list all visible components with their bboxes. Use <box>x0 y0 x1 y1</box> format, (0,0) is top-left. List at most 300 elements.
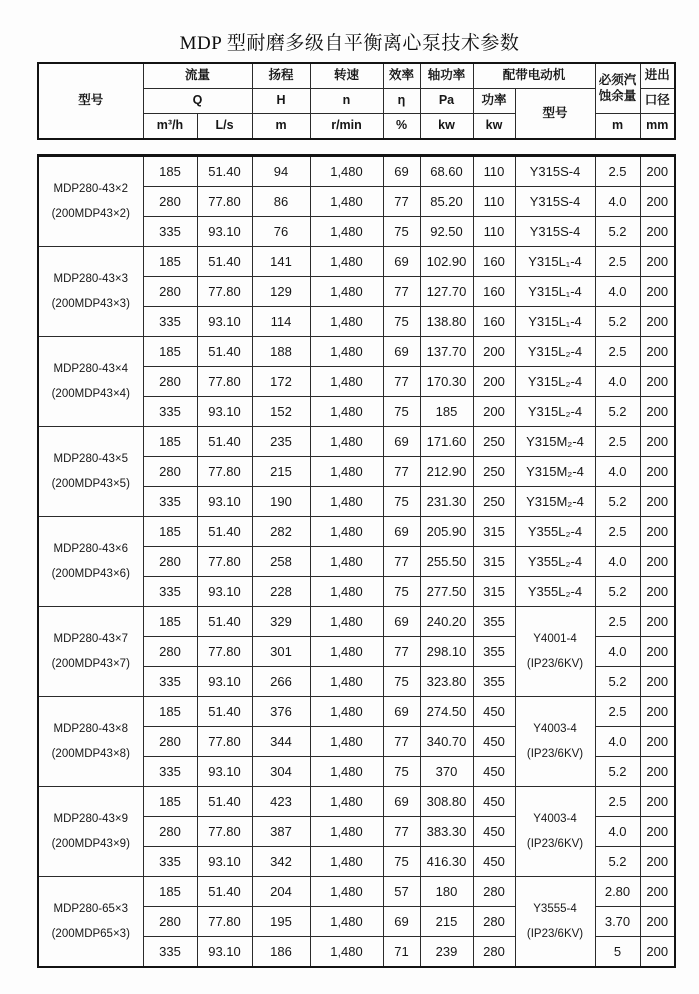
table-row <box>38 877 675 907</box>
speed-cell: 1,480 <box>310 787 383 817</box>
motor-power-cell: 160 <box>473 247 515 277</box>
npsh-cell: 2.5 <box>595 337 640 367</box>
motor-power-cell: 160 <box>473 277 515 307</box>
efficiency-cell: 75 <box>383 397 420 427</box>
diameter-cell: 200 <box>640 307 675 337</box>
head-cell: 186 <box>252 937 310 968</box>
header-npsh-line2: 蚀余量 <box>598 88 637 103</box>
head-cell: 235 <box>252 427 310 457</box>
npsh-cell: 5 <box>595 937 640 968</box>
table-row <box>38 337 675 367</box>
flow-m3h-cell: 335 <box>143 667 197 697</box>
flow-ls-cell: 51.40 <box>197 607 252 637</box>
flow-ls-cell: 93.10 <box>197 397 252 427</box>
head-cell: 387 <box>252 817 310 847</box>
motor-power-cell: 355 <box>473 607 515 637</box>
pump-model-cell: MDP280-43×8 (200MDP43×8) <box>38 697 143 787</box>
shaft-power-cell: 240.20 <box>420 607 473 637</box>
diameter-cell: 200 <box>640 757 675 787</box>
diameter-cell: 200 <box>640 367 675 397</box>
motor-power-cell: 250 <box>473 427 515 457</box>
head-cell: 258 <box>252 547 310 577</box>
shaft-power-cell: 308.80 <box>420 787 473 817</box>
header-shaft-power-symbol: Pa <box>420 89 473 114</box>
speed-cell: 1,480 <box>310 156 383 187</box>
motor-power-cell: 450 <box>473 697 515 727</box>
flow-ls-cell: 93.10 <box>197 847 252 877</box>
diameter-cell: 200 <box>640 727 675 757</box>
head-cell: 94 <box>252 156 310 187</box>
motor-power-cell: 450 <box>473 727 515 757</box>
motor-model-cell: Y4001-4 (IP23/6KV) <box>515 607 595 697</box>
head-cell: 172 <box>252 367 310 397</box>
efficiency-cell: 75 <box>383 667 420 697</box>
header-head: 扬程 <box>252 63 310 89</box>
speed-cell: 1,480 <box>310 577 383 607</box>
motor-power-cell: 450 <box>473 757 515 787</box>
speed-cell: 1,480 <box>310 727 383 757</box>
flow-m3h-cell: 185 <box>143 697 197 727</box>
motor-model-cell: Y315L₁-4 <box>515 307 595 337</box>
motor-power-cell: 110 <box>473 217 515 247</box>
header-speed-unit: r/min <box>310 114 383 140</box>
diameter-cell: 200 <box>640 337 675 367</box>
table-row <box>38 787 675 817</box>
head-cell: 114 <box>252 307 310 337</box>
flow-m3h-cell: 280 <box>143 457 197 487</box>
pump-model-cell: MDP280-43×5 (200MDP43×5) <box>38 427 143 517</box>
header-motor-power: 功率 <box>473 89 515 114</box>
pump-model-cell: MDP280-43×2 (200MDP43×2) <box>38 156 143 247</box>
motor-power-cell: 315 <box>473 547 515 577</box>
flow-m3h-cell: 335 <box>143 307 197 337</box>
npsh-cell: 2.80 <box>595 877 640 907</box>
shaft-power-cell: 239 <box>420 937 473 968</box>
diameter-cell: 200 <box>640 517 675 547</box>
header-flow-symbol: Q <box>143 89 252 114</box>
diameter-cell: 200 <box>640 607 675 637</box>
page-title: MDP 型耐磨多级自平衡离心泵技术参数 <box>179 33 520 54</box>
header-flow-unit-m3h: m³/h <box>143 114 197 140</box>
head-cell: 86 <box>252 187 310 217</box>
head-cell: 342 <box>252 847 310 877</box>
flow-m3h-cell: 335 <box>143 577 197 607</box>
flow-ls-cell: 77.80 <box>197 277 252 307</box>
diameter-cell: 200 <box>640 217 675 247</box>
npsh-cell: 5.2 <box>595 667 640 697</box>
speed-cell: 1,480 <box>310 337 383 367</box>
flow-m3h-cell: 185 <box>143 427 197 457</box>
header-speed: 转速 <box>310 63 383 89</box>
flow-ls-cell: 51.40 <box>197 337 252 367</box>
table-row <box>38 607 675 637</box>
motor-model-cell: Y315M₂-4 <box>515 427 595 457</box>
efficiency-cell: 77 <box>383 817 420 847</box>
shaft-power-cell: 137.70 <box>420 337 473 367</box>
table-row <box>38 156 675 187</box>
motor-power-cell: 110 <box>473 187 515 217</box>
head-cell: 190 <box>252 487 310 517</box>
motor-model-cell: Y315L₁-4 <box>515 277 595 307</box>
shaft-power-cell: 277.50 <box>420 577 473 607</box>
motor-model-cell: Y4003-4 (IP23/6KV) <box>515 787 595 877</box>
speed-cell: 1,480 <box>310 607 383 637</box>
npsh-cell: 2.5 <box>595 697 640 727</box>
shaft-power-cell: 180 <box>420 877 473 907</box>
npsh-cell: 3.70 <box>595 907 640 937</box>
motor-power-cell: 250 <box>473 457 515 487</box>
flow-m3h-cell: 335 <box>143 217 197 247</box>
diameter-cell: 200 <box>640 577 675 607</box>
shaft-power-cell: 274.50 <box>420 697 473 727</box>
head-cell: 282 <box>252 517 310 547</box>
shaft-power-cell: 170.30 <box>420 367 473 397</box>
head-cell: 188 <box>252 337 310 367</box>
npsh-cell: 5.2 <box>595 397 640 427</box>
pump-model-cell: MDP280-43×9 (200MDP43×9) <box>38 787 143 877</box>
flow-m3h-cell: 280 <box>143 187 197 217</box>
efficiency-cell: 75 <box>383 847 420 877</box>
efficiency-cell: 75 <box>383 217 420 247</box>
efficiency-cell: 75 <box>383 757 420 787</box>
header-efficiency: 效率 <box>383 63 420 89</box>
motor-power-cell: 355 <box>473 667 515 697</box>
flow-ls-cell: 77.80 <box>197 187 252 217</box>
speed-cell: 1,480 <box>310 397 383 427</box>
flow-m3h-cell: 185 <box>143 337 197 367</box>
flow-m3h-cell: 280 <box>143 637 197 667</box>
head-cell: 423 <box>252 787 310 817</box>
motor-power-cell: 280 <box>473 937 515 968</box>
npsh-cell: 4.0 <box>595 367 640 397</box>
header-diameter-line2: 口径 <box>640 89 675 114</box>
shaft-power-cell: 68.60 <box>420 156 473 187</box>
npsh-cell: 2.5 <box>595 247 640 277</box>
speed-cell: 1,480 <box>310 637 383 667</box>
shaft-power-cell: 85.20 <box>420 187 473 217</box>
head-cell: 215 <box>252 457 310 487</box>
flow-ls-cell: 51.40 <box>197 156 252 187</box>
diameter-cell: 200 <box>640 637 675 667</box>
flow-ls-cell: 51.40 <box>197 427 252 457</box>
pump-model-cell: MDP280-65×3 (200MDP65×3) <box>38 877 143 968</box>
npsh-cell: 5.2 <box>595 577 640 607</box>
motor-power-cell: 200 <box>473 337 515 367</box>
npsh-cell: 2.5 <box>595 517 640 547</box>
diameter-cell: 200 <box>640 877 675 907</box>
header-efficiency-symbol: η <box>383 89 420 114</box>
motor-power-cell: 280 <box>473 907 515 937</box>
speed-cell: 1,480 <box>310 877 383 907</box>
flow-m3h-cell: 335 <box>143 487 197 517</box>
flow-ls-cell: 77.80 <box>197 547 252 577</box>
diameter-cell: 200 <box>640 697 675 727</box>
efficiency-cell: 69 <box>383 607 420 637</box>
efficiency-cell: 71 <box>383 937 420 968</box>
diameter-cell: 200 <box>640 937 675 968</box>
flow-m3h-cell: 185 <box>143 156 197 187</box>
speed-cell: 1,480 <box>310 307 383 337</box>
flow-m3h-cell: 335 <box>143 937 197 968</box>
efficiency-cell: 77 <box>383 457 420 487</box>
shaft-power-cell: 102.90 <box>420 247 473 277</box>
head-cell: 329 <box>252 607 310 637</box>
motor-model-cell: Y355L₂-4 <box>515 577 595 607</box>
motor-model-cell: Y315L₂-4 <box>515 337 595 367</box>
flow-m3h-cell: 185 <box>143 517 197 547</box>
shaft-power-cell: 215 <box>420 907 473 937</box>
efficiency-cell: 69 <box>383 156 420 187</box>
shaft-power-cell: 370 <box>420 757 473 787</box>
npsh-cell: 4.0 <box>595 637 640 667</box>
shaft-power-cell: 185 <box>420 397 473 427</box>
head-cell: 301 <box>252 637 310 667</box>
speed-cell: 1,480 <box>310 907 383 937</box>
diameter-cell: 200 <box>640 487 675 517</box>
efficiency-cell: 77 <box>383 547 420 577</box>
flow-ls-cell: 51.40 <box>197 517 252 547</box>
npsh-cell: 4.0 <box>595 817 640 847</box>
head-cell: 304 <box>252 757 310 787</box>
flow-m3h-cell: 280 <box>143 907 197 937</box>
head-cell: 129 <box>252 277 310 307</box>
motor-power-cell: 160 <box>473 307 515 337</box>
head-cell: 376 <box>252 697 310 727</box>
motor-model-cell: Y355L₂-4 <box>515 547 595 577</box>
header-shaft-power-unit: kw <box>420 114 473 140</box>
speed-cell: 1,480 <box>310 697 383 727</box>
motor-model-cell: Y315M₂-4 <box>515 487 595 517</box>
head-cell: 344 <box>252 727 310 757</box>
header-flow: 流量 <box>143 63 252 89</box>
motor-model-cell: Y315M₂-4 <box>515 457 595 487</box>
shaft-power-cell: 340.70 <box>420 727 473 757</box>
diameter-cell: 200 <box>640 817 675 847</box>
diameter-cell: 200 <box>640 277 675 307</box>
header-row-1 <box>38 63 675 89</box>
table-row <box>38 697 675 727</box>
speed-cell: 1,480 <box>310 427 383 457</box>
speed-cell: 1,480 <box>310 217 383 247</box>
header-head-unit: m <box>252 114 310 140</box>
flow-ls-cell: 77.80 <box>197 457 252 487</box>
flow-m3h-cell: 280 <box>143 367 197 397</box>
shaft-power-cell: 231.30 <box>420 487 473 517</box>
flow-ls-cell: 77.80 <box>197 727 252 757</box>
flow-ls-cell: 77.80 <box>197 907 252 937</box>
shaft-power-cell: 138.80 <box>420 307 473 337</box>
flow-ls-cell: 93.10 <box>197 667 252 697</box>
diameter-cell: 200 <box>640 457 675 487</box>
diameter-cell: 200 <box>640 907 675 937</box>
header-shaft-power: 轴功率 <box>420 63 473 89</box>
flow-ls-cell: 93.10 <box>197 757 252 787</box>
speed-cell: 1,480 <box>310 457 383 487</box>
diameter-cell: 200 <box>640 847 675 877</box>
body-rows <box>38 156 675 968</box>
motor-model-cell: Y315S-4 <box>515 217 595 247</box>
diameter-cell: 200 <box>640 156 675 187</box>
efficiency-cell: 69 <box>383 337 420 367</box>
efficiency-cell: 69 <box>383 247 420 277</box>
npsh-cell: 5.2 <box>595 487 640 517</box>
flow-m3h-cell: 335 <box>143 757 197 787</box>
pump-model-cell: MDP280-43×3 (200MDP43×3) <box>38 247 143 337</box>
flow-m3h-cell: 280 <box>143 817 197 847</box>
speed-cell: 1,480 <box>310 817 383 847</box>
efficiency-cell: 77 <box>383 637 420 667</box>
head-cell: 204 <box>252 877 310 907</box>
shaft-power-cell: 416.30 <box>420 847 473 877</box>
diameter-cell: 200 <box>640 667 675 697</box>
motor-model-cell: Y4003-4 (IP23/6KV) <box>515 697 595 787</box>
flow-ls-cell: 93.10 <box>197 577 252 607</box>
motor-power-cell: 315 <box>473 517 515 547</box>
flow-ls-cell: 51.40 <box>197 247 252 277</box>
flow-ls-cell: 51.40 <box>197 877 252 907</box>
efficiency-cell: 57 <box>383 877 420 907</box>
header-npsh <box>595 63 640 114</box>
motor-power-cell: 450 <box>473 817 515 847</box>
efficiency-cell: 69 <box>383 517 420 547</box>
header-npsh-line1: 必须汽 <box>598 72 637 87</box>
flow-m3h-cell: 185 <box>143 877 197 907</box>
speed-cell: 1,480 <box>310 847 383 877</box>
pump-model-cell: MDP280-43×6 (200MDP43×6) <box>38 517 143 607</box>
header-npsh-unit: m <box>595 114 640 140</box>
flow-ls-cell: 51.40 <box>197 787 252 817</box>
efficiency-cell: 77 <box>383 277 420 307</box>
body-table <box>37 154 676 968</box>
diameter-cell: 200 <box>640 247 675 277</box>
head-cell: 195 <box>252 907 310 937</box>
flow-ls-cell: 93.10 <box>197 487 252 517</box>
header-table <box>37 62 676 140</box>
table-row <box>38 517 675 547</box>
npsh-cell: 5.2 <box>595 757 640 787</box>
head-cell: 228 <box>252 577 310 607</box>
efficiency-cell: 69 <box>383 787 420 817</box>
table-row <box>38 427 675 457</box>
header-motor: 配带电动机 <box>473 63 595 89</box>
motor-model-cell: Y315L₂-4 <box>515 397 595 427</box>
shaft-power-cell: 212.90 <box>420 457 473 487</box>
header-pump-model: 型号 <box>38 63 143 139</box>
npsh-cell: 2.5 <box>595 156 640 187</box>
flow-m3h-cell: 335 <box>143 397 197 427</box>
flow-m3h-cell: 280 <box>143 277 197 307</box>
head-cell: 141 <box>252 247 310 277</box>
header-diameter-unit: mm <box>640 114 675 140</box>
motor-power-cell: 200 <box>473 367 515 397</box>
speed-cell: 1,480 <box>310 757 383 787</box>
motor-power-cell: 315 <box>473 577 515 607</box>
npsh-cell: 5.2 <box>595 847 640 877</box>
flow-ls-cell: 93.10 <box>197 937 252 968</box>
speed-cell: 1,480 <box>310 277 383 307</box>
motor-power-cell: 280 <box>473 877 515 907</box>
flow-m3h-cell: 185 <box>143 607 197 637</box>
motor-power-cell: 250 <box>473 487 515 517</box>
motor-model-cell: Y3555-4 (IP23/6KV) <box>515 877 595 968</box>
speed-cell: 1,480 <box>310 187 383 217</box>
diameter-cell: 200 <box>640 427 675 457</box>
efficiency-cell: 69 <box>383 697 420 727</box>
flow-ls-cell: 77.80 <box>197 637 252 667</box>
shaft-power-cell: 171.60 <box>420 427 473 457</box>
npsh-cell: 4.0 <box>595 547 640 577</box>
speed-cell: 1,480 <box>310 247 383 277</box>
motor-model-cell: Y315S-4 <box>515 156 595 187</box>
motor-model-cell: Y315S-4 <box>515 187 595 217</box>
flow-ls-cell: 77.80 <box>197 367 252 397</box>
diameter-cell: 200 <box>640 787 675 817</box>
motor-power-cell: 200 <box>473 397 515 427</box>
header-speed-symbol: n <box>310 89 383 114</box>
motor-model-cell: Y355L₂-4 <box>515 517 595 547</box>
efficiency-cell: 75 <box>383 577 420 607</box>
motor-model-cell: Y315L₂-4 <box>515 367 595 397</box>
flow-ls-cell: 93.10 <box>197 217 252 247</box>
shaft-power-cell: 255.50 <box>420 547 473 577</box>
npsh-cell: 4.0 <box>595 277 640 307</box>
npsh-cell: 2.5 <box>595 427 640 457</box>
shaft-power-cell: 298.10 <box>420 637 473 667</box>
shaft-power-cell: 127.70 <box>420 277 473 307</box>
npsh-cell: 4.0 <box>595 457 640 487</box>
motor-power-cell: 355 <box>473 637 515 667</box>
efficiency-cell: 77 <box>383 367 420 397</box>
header-flow-unit-ls: L/s <box>197 114 252 140</box>
npsh-cell: 2.5 <box>595 787 640 817</box>
efficiency-cell: 69 <box>383 427 420 457</box>
npsh-cell: 4.0 <box>595 727 640 757</box>
flow-ls-cell: 77.80 <box>197 817 252 847</box>
flow-m3h-cell: 185 <box>143 247 197 277</box>
shaft-power-cell: 205.90 <box>420 517 473 547</box>
npsh-cell: 5.2 <box>595 217 640 247</box>
efficiency-cell: 75 <box>383 487 420 517</box>
speed-cell: 1,480 <box>310 367 383 397</box>
speed-cell: 1,480 <box>310 937 383 968</box>
header-motor-model: 型号 <box>515 89 595 140</box>
npsh-cell: 5.2 <box>595 307 640 337</box>
flow-m3h-cell: 335 <box>143 847 197 877</box>
motor-power-cell: 110 <box>473 156 515 187</box>
flow-ls-cell: 51.40 <box>197 697 252 727</box>
header-head-symbol: H <box>252 89 310 114</box>
efficiency-cell: 75 <box>383 307 420 337</box>
pump-model-cell: MDP280-43×7 (200MDP43×7) <box>38 607 143 697</box>
motor-power-cell: 450 <box>473 847 515 877</box>
npsh-cell: 4.0 <box>595 187 640 217</box>
npsh-cell: 2.5 <box>595 607 640 637</box>
diameter-cell: 200 <box>640 397 675 427</box>
head-cell: 76 <box>252 217 310 247</box>
shaft-power-cell: 383.30 <box>420 817 473 847</box>
header-motor-power-unit: kw <box>473 114 515 140</box>
header-efficiency-unit: % <box>383 114 420 140</box>
head-cell: 266 <box>252 667 310 697</box>
flow-ls-cell: 93.10 <box>197 307 252 337</box>
flow-m3h-cell: 280 <box>143 727 197 757</box>
shaft-power-cell: 92.50 <box>420 217 473 247</box>
head-cell: 152 <box>252 397 310 427</box>
flow-m3h-cell: 185 <box>143 787 197 817</box>
shaft-power-cell: 323.80 <box>420 667 473 697</box>
motor-power-cell: 450 <box>473 787 515 817</box>
header-diameter-line1: 进出 <box>640 63 675 89</box>
